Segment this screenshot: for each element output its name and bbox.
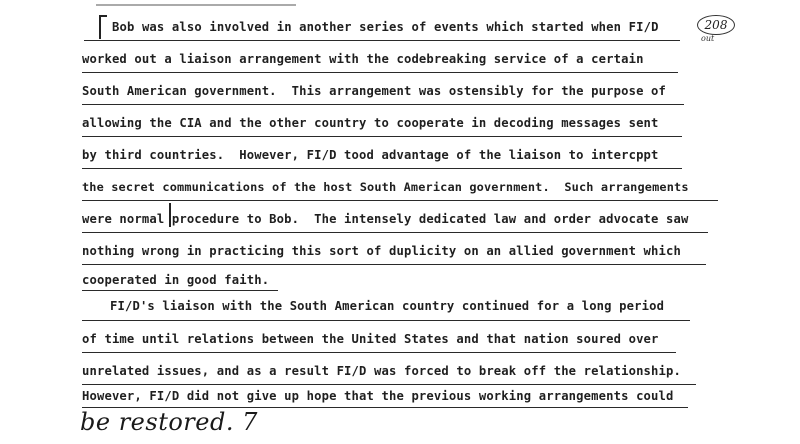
underline: [82, 104, 684, 105]
text-line: cooperated in good faith.: [82, 273, 270, 287]
top-cutoff-line: [96, 0, 296, 6]
underline: [82, 290, 278, 291]
page-number-circle: 208: [697, 15, 735, 35]
text-line: Bob was also involved in another series of events which started when FI/D: [112, 20, 659, 34]
text-line: nothing wrong in practicing this sort of duplicity on an allied government which: [82, 244, 681, 258]
text-line: However, FI/D did not give up hope that the previous working arrangements could: [82, 389, 674, 403]
text-line: the secret communications of the host South American government. Such arrangements: [82, 180, 689, 194]
text-line: unrelated issues, and as a result FI/D was forced to break off the relationship.: [82, 364, 681, 378]
margin-note: out: [701, 34, 715, 43]
text-line: by third countries. However, FI/D tood advantage of the liaison to intercppt: [82, 148, 659, 162]
underline: [82, 320, 690, 321]
underline: [82, 352, 676, 353]
underline: [82, 264, 706, 265]
underline: [82, 168, 682, 169]
text-line: allowing the CIA and the other country to cooperate in decoding messages sent: [82, 116, 659, 130]
underline: [84, 40, 680, 41]
underline: [82, 136, 682, 137]
insertion-bracket-mark: [99, 15, 107, 39]
text-line: of time until relations between the United States and that nation soured over: [82, 332, 659, 346]
underline: [82, 232, 708, 233]
underline: [82, 384, 696, 385]
handwritten-ending: be restored. 7: [80, 408, 258, 436]
text-line: FI/D's liaison with the South American country continued for a long period: [110, 299, 665, 313]
underline: [82, 200, 718, 201]
text-line: South American government. This arrangement was ostensibly for the purpose of: [82, 84, 667, 98]
underline: [82, 72, 678, 73]
text-line: were normal procedure to Bob. The intensely dedicated law and order advocate saw: [82, 212, 689, 226]
text-line: worked out a liaison arrangement with the codebreaking service of a certain: [82, 52, 644, 66]
